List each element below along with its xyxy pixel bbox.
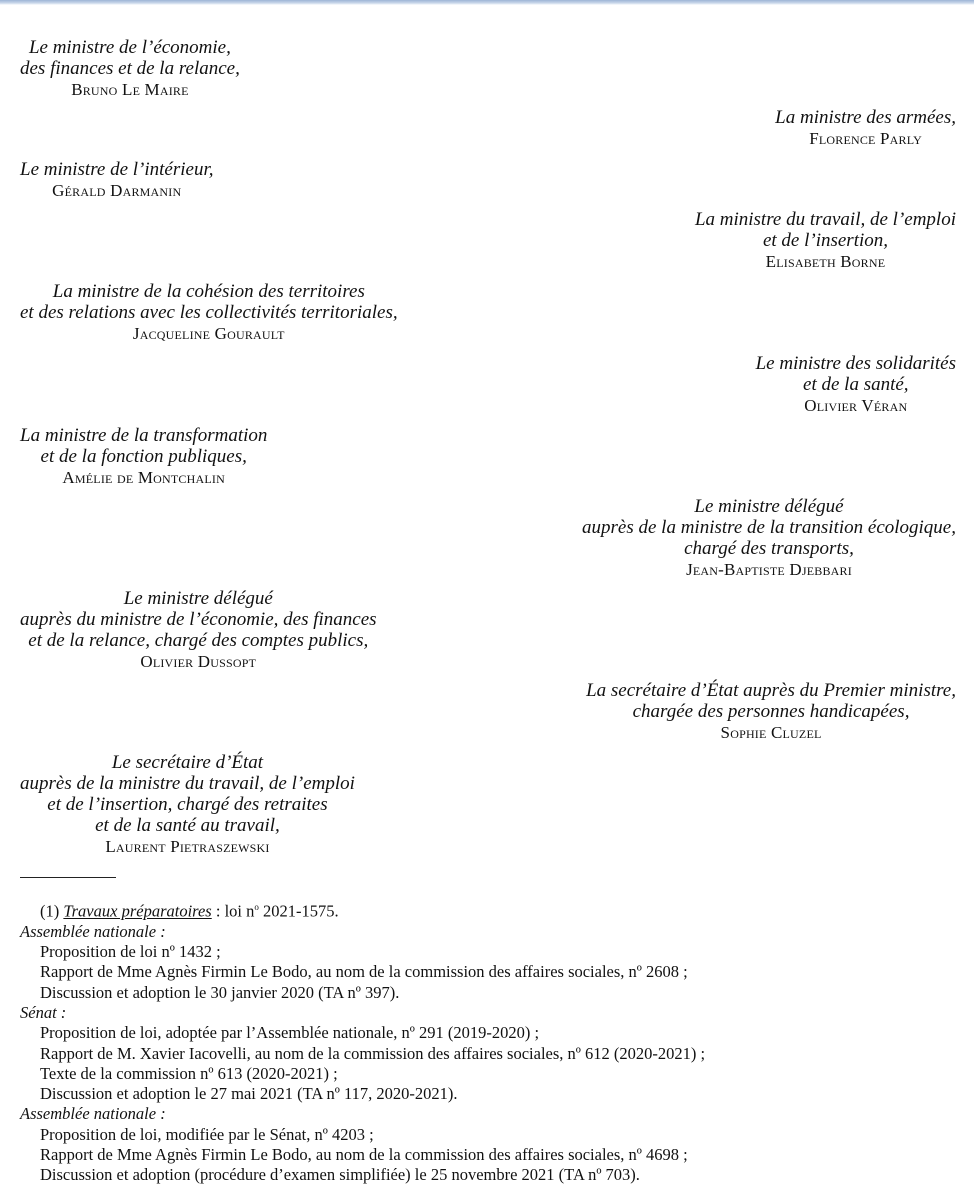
signature-block [586, 680, 956, 743]
signature-name: Olivier Véran [804, 396, 908, 415]
footnote-separator [20, 877, 116, 878]
signature-name: Jean-Baptiste Djebbari [686, 560, 852, 579]
footnote-marker: (1) [40, 901, 60, 921]
signature-title-line: et de la fonction publiques, [40, 446, 247, 467]
signature-name: Florence Parly [809, 129, 922, 148]
list-item: Rapport de Mme Agnès Firmin Le Bodo, au nom de la commission des affaires sociales, nº 2608 ; [40, 962, 688, 982]
signature-title-line: et de la santé, [803, 374, 909, 395]
list-item: Discussion et adoption (procédure d’examen simplifiée) le 25 novembre 2021 (TA nº 703). [40, 1165, 640, 1185]
signature-title-line: Le secrétaire d’État [111, 752, 264, 773]
signature-title-line: auprès de la ministre de la transition écologique, [582, 517, 956, 538]
section-heading: Sénat : [20, 1002, 67, 1022]
signature-title-line: Le ministre délégué [123, 588, 273, 609]
signature-name: Gérald Darmanin [52, 181, 182, 200]
signature-title-line: La ministre de la transformation [20, 425, 268, 446]
signature-title-line: La ministre du travail, de l’emploi [694, 209, 956, 230]
signature-name: Bruno Le Maire [71, 80, 189, 99]
list-item: Rapport de M. Xavier Iacovelli, au nom de la commission des affaires sociales, nº 612 (2020-2021) ; [40, 1043, 706, 1063]
top-border [0, 0, 974, 5]
list-item: Discussion et adoption le 30 janvier 2020 (TA nº 397). [40, 982, 400, 1002]
list-item: Proposition de loi, adoptée par l’Assemblée nationale, nº 291 (2019-2020) ; [40, 1023, 540, 1043]
list-item: Texte de la commission nº 613 (2020-2021) ; [40, 1063, 338, 1083]
signature-title-line: et de l’insertion, chargé des retraites [47, 794, 328, 815]
footnote-label: Travaux préparatoires [63, 901, 212, 921]
signature-block [756, 353, 956, 416]
signature-name: Amélie de Montchalin [62, 468, 225, 487]
signature-name: Laurent Pietraszewski [105, 837, 270, 856]
list-item: Proposition de loi, modifiée par le Sénat, nº 4203 ; [40, 1124, 374, 1144]
signature-block [20, 752, 355, 857]
footnote-law-number: 2021-1575. [258, 901, 339, 921]
signature-title-line: Le ministre de l’intérieur, [20, 159, 214, 180]
list-item: Rapport de Mme Agnès Firmin Le Bodo, au nom de la commission des affaires sociales, nº 4698 ; [40, 1145, 688, 1165]
list-item: Proposition de loi nº 1432 ; [40, 942, 221, 962]
signature-title-line: auprès de la ministre du travail, de l’emploi [20, 773, 355, 794]
signature-title-line: Le ministre délégué [694, 496, 844, 517]
signature-title-line: La secrétaire d’État auprès du Premier ministre, [586, 680, 956, 701]
signature-title-line: Le ministre des solidarités [755, 353, 956, 374]
signature-title-line: et de la relance, chargé des comptes publics, [28, 630, 369, 651]
signature-title-line: des finances et de la relance, [20, 58, 240, 79]
footnote-intro: (1) Travaux préparatoires : loi $n^o$ 2021-1575. [40, 901, 339, 921]
signature-title-line: La ministre des armées, [775, 107, 956, 128]
signature-title-line: La ministre de la cohésion des territoires [52, 281, 365, 302]
signature-block [20, 425, 267, 488]
signature-title-line: Le ministre de l’économie, [28, 37, 231, 58]
signature-title-line: et de l’insertion, [762, 230, 888, 251]
signature-title-line: et de la santé au travail, [95, 815, 280, 836]
section-heading: Assemblée nationale : [20, 921, 166, 941]
signature-block [20, 281, 398, 344]
footnote-after-label: : loi n [211, 901, 255, 921]
signature-name: Jacqueline Gourault [132, 324, 285, 343]
section-heading: Assemblée nationale : [20, 1104, 166, 1124]
signature-block [775, 107, 956, 149]
signature-title-line: auprès du ministre de l’économie, des finances [20, 609, 377, 630]
signature-name: Olivier Dussopt [140, 652, 257, 671]
signature-block [582, 496, 956, 580]
signature-title-line: chargée des personnes handicapées, [632, 701, 910, 722]
footnote [20, 897, 960, 1186]
signature-title-line: et des relations avec les collectivités territoriales, [20, 302, 398, 323]
signature-block [695, 209, 956, 272]
signature-block [20, 37, 240, 100]
list-item: Discussion et adoption le 27 mai 2021 (TA nº 117, 2020-2021). [40, 1084, 458, 1104]
signature-title-line: chargé des transports, [684, 538, 854, 559]
signature-block [20, 588, 377, 672]
signature-block [20, 159, 214, 201]
signature-name: Elisabeth Borne [765, 252, 886, 271]
signature-name: Sophie Cluzel [720, 723, 822, 742]
